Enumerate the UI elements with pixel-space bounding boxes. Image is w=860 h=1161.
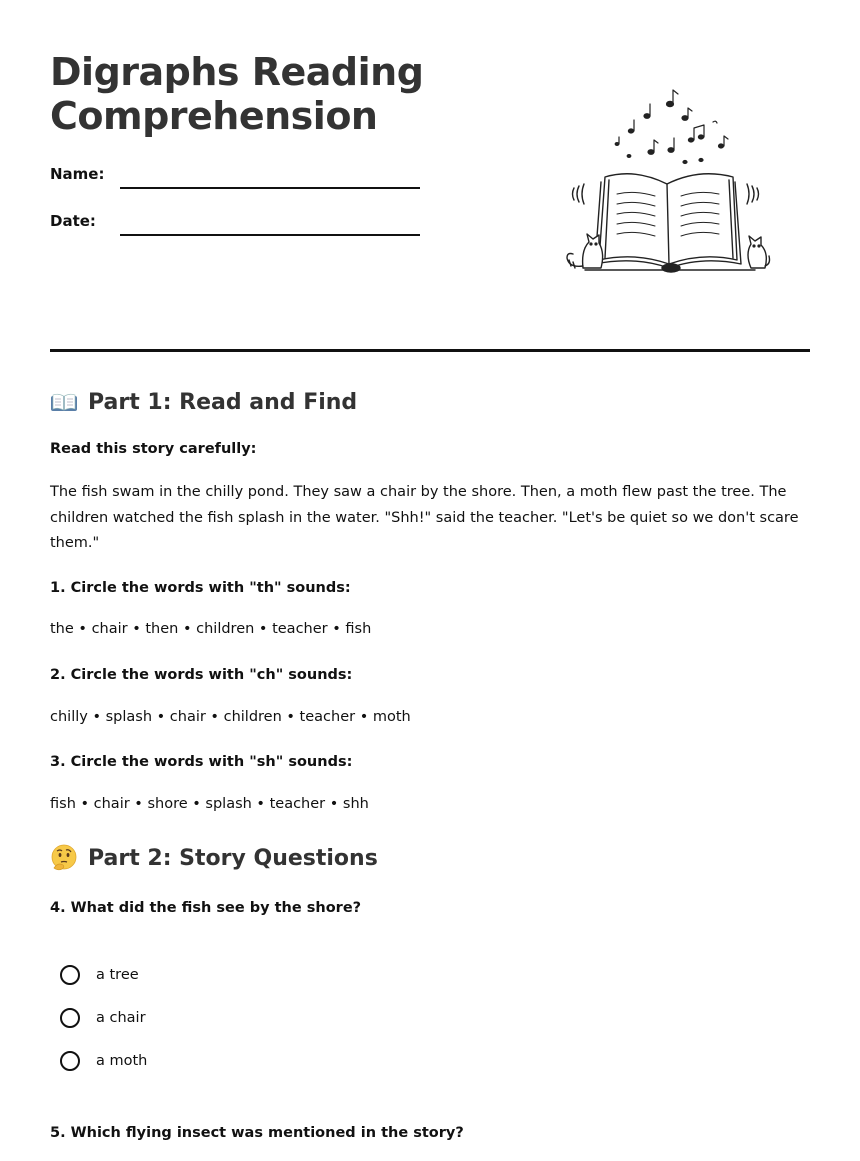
open-book-icon [50, 391, 78, 415]
name-label: Name: [50, 165, 105, 183]
question-1-prompt: 1. Circle the words with "th" sounds: [50, 580, 351, 596]
question-3-prompt: 3. Circle the words with "sh" sounds: [50, 754, 353, 770]
radio-circle[interactable] [60, 965, 80, 985]
part2-heading [50, 844, 378, 872]
book-illustration-icon [555, 82, 775, 281]
part2-heading-text: Part 2: Story Questions [88, 845, 378, 871]
q4-option-a[interactable] [60, 965, 139, 985]
thinking-face-icon [50, 844, 78, 872]
date-line[interactable] [120, 234, 420, 236]
cat-icon [748, 236, 770, 268]
radio-circle[interactable] [60, 1008, 80, 1028]
part1-heading [50, 390, 357, 415]
option-label: a chair [96, 1010, 146, 1026]
option-label: a tree [96, 967, 139, 983]
story-instruction: Read this story carefully: [50, 441, 257, 457]
question-5-prompt: 5. Which flying insect was mentioned in the story? [50, 1125, 464, 1141]
title-line-2: Comprehension [50, 94, 378, 138]
question-4-prompt: 4. What did the fish see by the shore? [50, 900, 362, 916]
q4-option-c[interactable] [60, 1051, 147, 1071]
question-1-word-list[interactable]: the • chair • then • children • teacher • fish [50, 621, 372, 637]
date-label: Date: [50, 212, 96, 230]
title-line-1: Digraphs Reading [50, 50, 424, 94]
question-2-word-list[interactable]: chilly • splash • chair • children • teacher • moth [50, 709, 411, 725]
worksheet-title [50, 50, 423, 138]
question-2-prompt: 2. Circle the words with "ch" sounds: [50, 667, 353, 683]
music-notes-icon [615, 90, 728, 164]
story-paragraph: The fish swam in the chilly pond. They saw a chair by the shore. Then, a moth flew past the tree. The children watched the fish splash in the water. "Shh!" said the teacher. "Let's be quiet so we don't scare them." [50, 484, 799, 551]
name-line[interactable] [120, 187, 420, 189]
question-3-word-list[interactable]: fish • chair • shore • splash • teacher • shh [50, 796, 369, 812]
q4-option-b[interactable] [60, 1008, 146, 1028]
radio-circle[interactable] [60, 1051, 80, 1071]
cat-icon [567, 234, 603, 268]
section-divider [50, 349, 810, 352]
part1-heading-text: Part 1: Read and Find [88, 390, 358, 415]
option-label: a moth [96, 1053, 148, 1069]
